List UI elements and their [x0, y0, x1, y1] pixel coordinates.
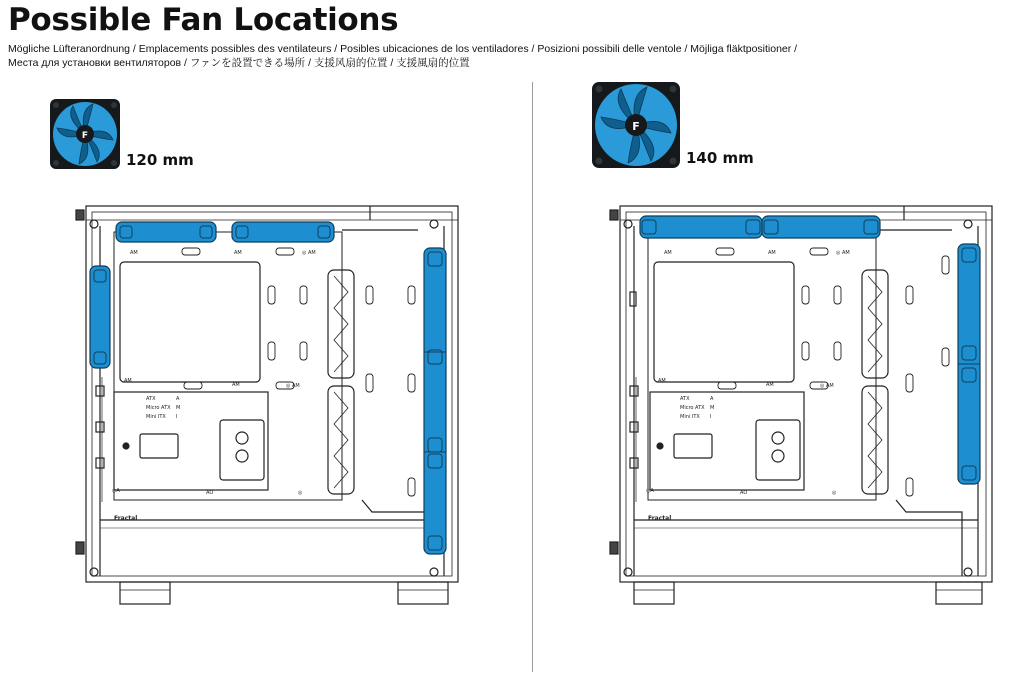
- svg-text:AM: AM: [124, 378, 132, 384]
- svg-text:I: I: [710, 414, 712, 420]
- fan-front-120: [424, 248, 446, 554]
- svg-text:AM: AM: [664, 250, 672, 256]
- svg-text:○A: ○A: [646, 488, 654, 494]
- svg-text:○A: ○A: [112, 488, 120, 494]
- subtitle-translations: [8, 42, 1018, 70]
- cpu-cutout: [120, 262, 260, 382]
- svg-text:AM: AM: [234, 250, 242, 256]
- svg-text:ATX: ATX: [680, 396, 690, 402]
- case-foot-right: [936, 582, 982, 604]
- label-mini: Mini ITX: [146, 414, 166, 420]
- page-title: Possible Fan Locations: [8, 2, 399, 38]
- svg-text:AO: AO: [740, 490, 748, 496]
- svg-text:F: F: [81, 131, 89, 141]
- fan-rear-120: [90, 266, 110, 368]
- fan-size-label-120: 120 mm: [126, 151, 194, 169]
- svg-text:◎ AM: ◎ AM: [302, 250, 316, 256]
- case-foot-left: [634, 582, 674, 604]
- subtitle-line-1: Mögliche Lüfteranordnung / Emplacements possibles des ventilateurs / Posibles ubicaciones de los ventiladores / Posizioni possibili delle ventole / Möjliga fläktpositioner /: [8, 43, 798, 55]
- fan-positions-140: [640, 216, 980, 484]
- case-foot-left: [120, 582, 170, 604]
- label-micro: Micro ATX: [146, 405, 171, 411]
- fan-positions-120: [90, 222, 446, 554]
- svg-text:AM: AM: [766, 382, 774, 388]
- label-i: I: [176, 414, 178, 420]
- svg-text:Micro ATX: Micro ATX: [680, 405, 705, 411]
- fan-top-rear-120: [232, 222, 334, 242]
- psu-shroud-cutout: [114, 392, 268, 490]
- fan-top-front-120: [116, 222, 216, 242]
- cpu-cutout: [654, 262, 794, 382]
- panel-divider: [532, 82, 533, 672]
- svg-text:◎ AM: ◎ AM: [286, 383, 300, 389]
- svg-text:AO: AO: [206, 490, 214, 496]
- psu-shroud-cutout: [650, 392, 804, 490]
- brand-mark: Fractal: [114, 515, 138, 522]
- svg-text:M: M: [710, 405, 715, 411]
- fan-top-rear-140: [762, 216, 880, 238]
- case-diagram-120mm: [72, 202, 460, 612]
- label-m: M: [176, 405, 181, 411]
- label-a: A: [176, 396, 180, 402]
- svg-text:◎: ◎: [832, 490, 837, 496]
- case-foot-right: [398, 582, 448, 604]
- fan-size-label-140: 140 mm: [686, 149, 754, 167]
- svg-text:◎ AM: ◎ AM: [820, 383, 834, 389]
- svg-text:Fractal: Fractal: [648, 515, 672, 522]
- svg-text:AM: AM: [232, 382, 240, 388]
- fan-120mm-icon: [49, 98, 121, 170]
- fan-140mm-icon: [591, 81, 681, 169]
- svg-text:AM: AM: [768, 250, 776, 256]
- svg-text:◎: ◎: [298, 490, 303, 496]
- svg-text:F: F: [632, 120, 640, 133]
- svg-text:◎ AM: ◎ AM: [836, 250, 850, 256]
- svg-text:AM: AM: [658, 378, 666, 384]
- subtitle-line-2: Места для установки вентиляторов / ファンを設置できる場所 / 支援风扇的位置 / 支援風扇的位置: [8, 57, 470, 69]
- svg-text:A: A: [710, 396, 714, 402]
- svg-text:Mini ITX: Mini ITX: [680, 414, 700, 420]
- svg-text:AM: AM: [130, 250, 138, 256]
- label-atx: ATX: [146, 396, 156, 402]
- case-diagram-140mm: [606, 202, 998, 612]
- fan-top-front-140: [640, 216, 762, 238]
